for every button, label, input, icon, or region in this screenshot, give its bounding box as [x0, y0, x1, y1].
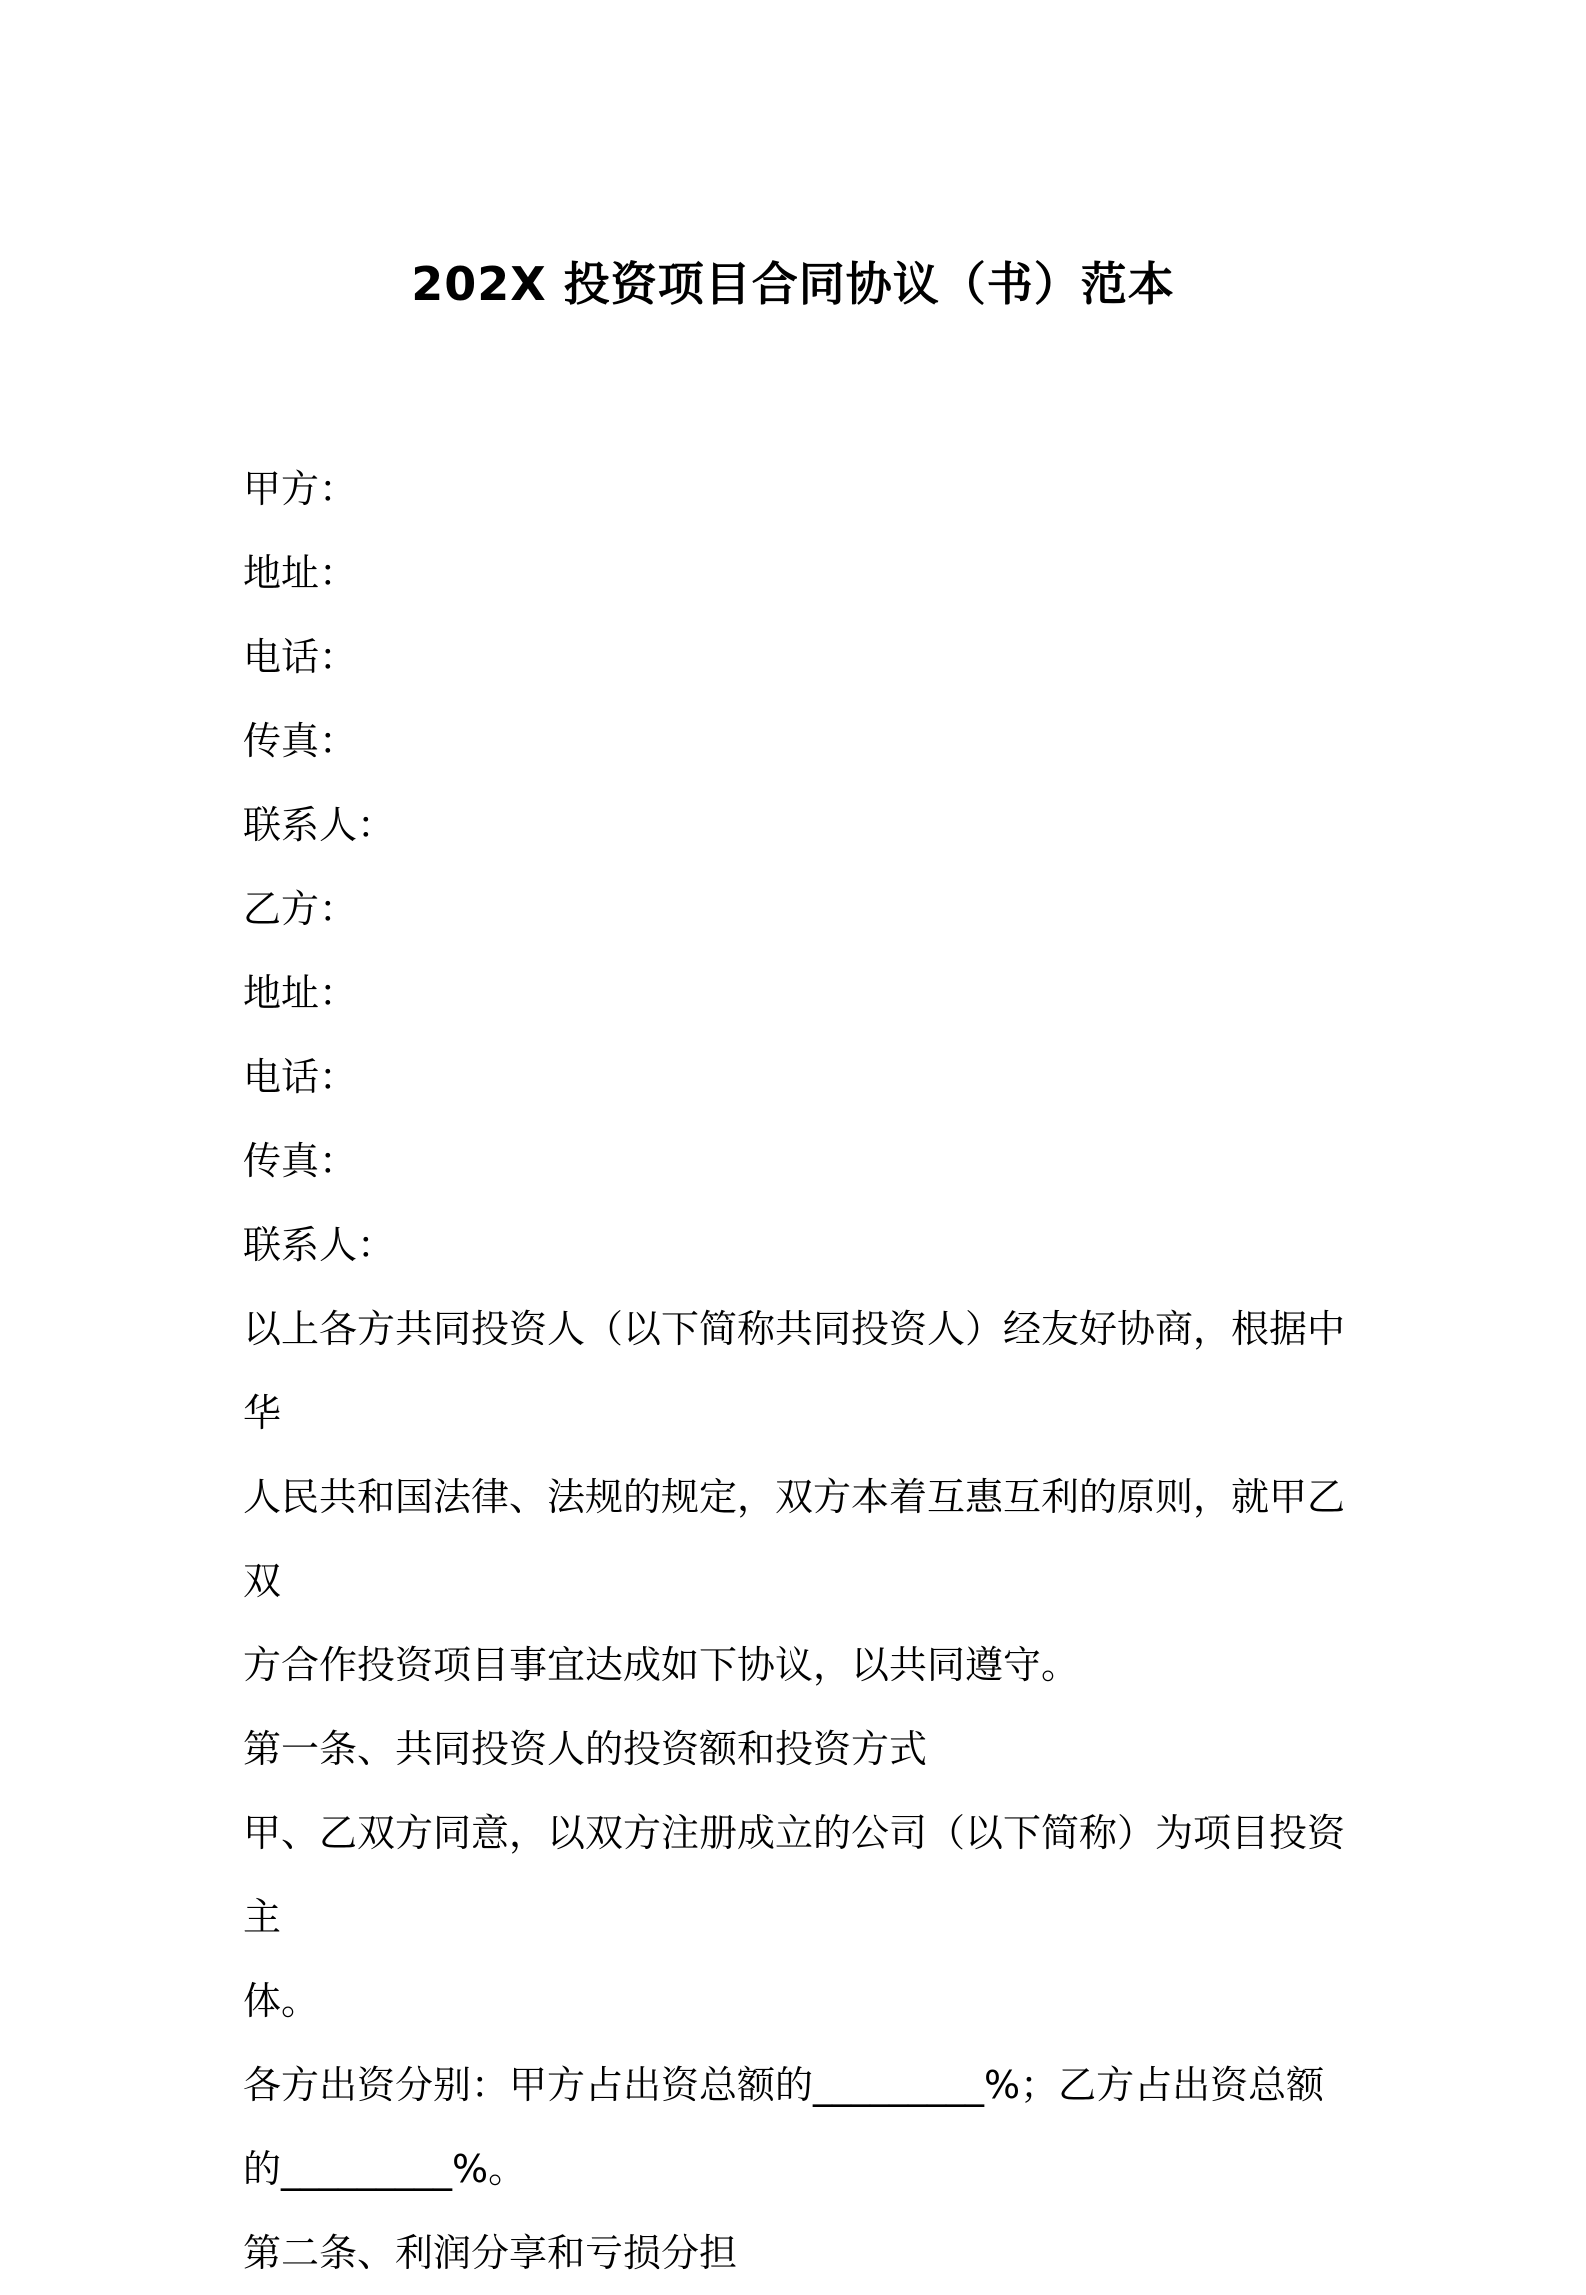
- party-a-phone-label: 电话：: [243, 635, 358, 679]
- document-body: [243, 447, 1363, 2295]
- party-b-fax-label: 传真：: [243, 1139, 358, 1183]
- article-1-paragraph-2-line-1: 各方出资分别：甲方占出资总额的_________%；乙方占出资总额: [243, 2063, 1325, 2107]
- party-b-contact-label: 联系人：: [243, 1223, 396, 1267]
- document-title: 202X 投资项目合同协议（书）范本: [411, 257, 1175, 311]
- article-1-paragraph-1-line-2: 体。: [243, 1979, 320, 2023]
- intro-paragraph-line-1: 以上各方共同投资人（以下简称共同投资人）经友好协商，根据中华: [243, 1307, 1346, 1435]
- party-a-fax-label: 传真：: [243, 719, 358, 763]
- party-a-name-label: 甲方：: [243, 467, 358, 511]
- intro-paragraph-line-3: 方合作投资项目事宜达成如下协议，以共同遵守。: [243, 1643, 1080, 1687]
- article-1-paragraph-2-line-2: 的_________%。: [243, 2147, 527, 2191]
- party-b-name-label: 乙方：: [243, 887, 358, 931]
- party-b-address-label: 地址：: [243, 971, 358, 1015]
- party-a-address-label: 地址：: [243, 551, 358, 595]
- party-a-contact-label: 联系人：: [243, 803, 396, 847]
- article-1-heading: 第一条、共同投资人的投资额和投资方式: [243, 1727, 928, 1771]
- intro-paragraph-line-2: 人民共和国法律、法规的规定，双方本着互惠互利的原则，就甲乙双: [243, 1475, 1346, 1603]
- article-2-heading: 第二条、利润分享和亏损分担: [243, 2231, 738, 2275]
- article-1-paragraph-1-line-1: 甲、乙双方同意，以双方注册成立的公司（以下简称）为项目投资主: [243, 1811, 1346, 1939]
- party-b-phone-label: 电话：: [243, 1055, 358, 1099]
